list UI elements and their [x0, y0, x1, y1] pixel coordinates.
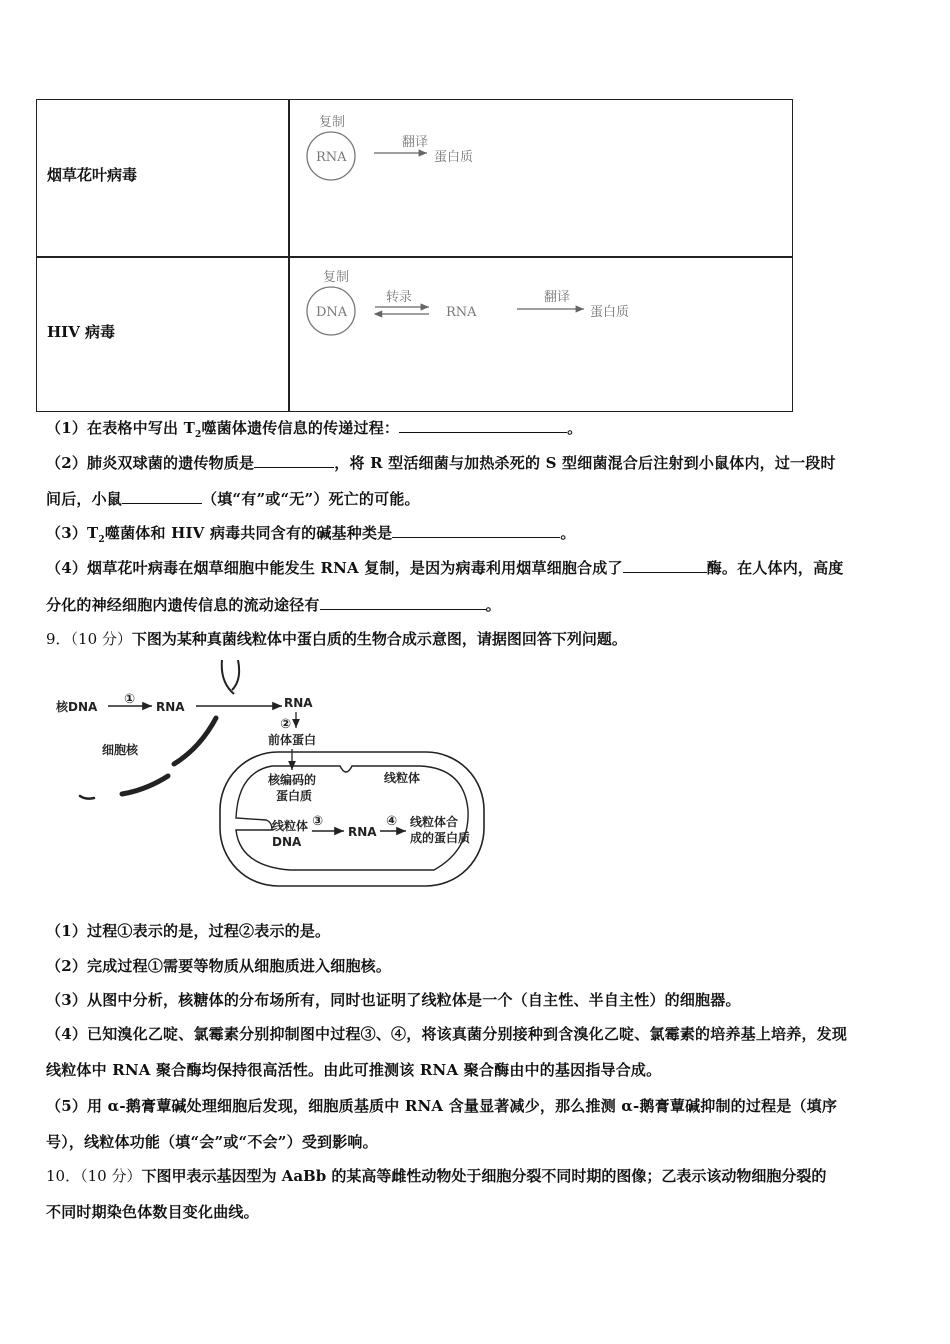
table-row-label-hiv: HIV 病毒: [47, 323, 116, 341]
step-3-marker: ③: [312, 814, 324, 829]
answer-blank[interactable]: [320, 595, 486, 610]
mito-protein-label-1: 线粒体合: [410, 815, 459, 829]
nuclear-dna-label: 核DNA: [56, 700, 98, 714]
nucleus-label: 细胞核: [102, 743, 139, 757]
nuclear-envelope-segment: [232, 660, 239, 690]
q8-item-1: （1）在表格中写出 $T_2$噬菌体遗传信息的传递过程： 。: [46, 419, 583, 440]
nuclear-encoded-protein-label-1: 核编码的: [268, 773, 317, 787]
tmv-replicate-label: 复制: [319, 115, 346, 130]
q9-item-3: （3）从图中分析，核糖体的分布场所有，同时也证明了线粒体是一个（自主性、半自主性）的细胞器。: [46, 991, 741, 1009]
q8-item-4-line-2: 分化的神经细胞内遗传信息的流动途径有 。: [46, 596, 501, 614]
tmv-protein-label: 蛋白质: [434, 150, 474, 165]
q9-heading: 9．（10 分）下图为某种真菌线粒体中蛋白质的生物合成示意图，请据图回答下列问题。: [46, 630, 627, 648]
q10-heading-line-2: 不同时期染色体数目变化曲线。: [46, 1203, 259, 1221]
answer-blank[interactable]: [623, 558, 707, 573]
q9-item-5-line-2: 号），线粒体功能（填“会”或“不会”）受到影响。: [46, 1133, 378, 1151]
hiv-flow-diagram: [289, 257, 789, 412]
q9-item-2: （2）完成过程①需要等物质从细胞质进入细胞核。: [46, 957, 392, 975]
q8-item-2-line-2: 间后，小鼠 （填“有”或“无”）死亡的可能。: [46, 490, 420, 508]
rna-label-2: RNA: [284, 696, 313, 710]
hiv-replicate-label: 复制: [323, 270, 350, 285]
q9-item-5-line-1: （5）用 α-鹅膏蕈碱处理细胞后发现，细胞质基质中 RNA 含量显著减少，那么推测 α-鹅膏蕈碱抑制的过程是（填序: [46, 1097, 838, 1115]
step-4-marker: ④: [386, 814, 398, 829]
tmv-flow-diagram: [289, 100, 789, 255]
answer-blank[interactable]: [122, 489, 202, 504]
q8-item-4-line-1: （4）烟草花叶病毒在烟草细胞中能发生 RNA 复制，是因为病毒利用烟草细胞合成了 酶。在人体内，高度: [46, 559, 844, 577]
answer-blank[interactable]: [392, 523, 560, 538]
q8-item-3: $(3)T_2$噬菌体和 HIV 病毒共同含有的碱基种类是 。: [46, 524, 576, 545]
tmv-translate-label: 翻译: [402, 135, 429, 150]
tmv-rna-node: RNA: [316, 150, 347, 165]
hiv-transcribe-label: 转录: [386, 290, 413, 305]
q9-item-1: （1）过程①表示的是，过程②表示的是。: [46, 922, 331, 940]
hiv-rna-node: RNA: [446, 305, 477, 320]
q9-mitochondria-diagram: [50, 660, 490, 896]
nuclear-envelope-segment: [122, 776, 168, 794]
answer-blank[interactable]: [399, 418, 567, 433]
step-2-marker: ②: [280, 717, 292, 732]
mito-dna-label-2: DNA: [272, 835, 302, 849]
step-1-marker: ①: [124, 692, 136, 707]
answer-blank[interactable]: [254, 453, 334, 468]
precursor-protein-label: 前体蛋白: [268, 733, 317, 747]
hiv-protein-label: 蛋白质: [590, 305, 630, 320]
mitochondrion-label: 线粒体: [384, 771, 421, 785]
rna-label-3: RNA: [348, 825, 377, 839]
rna-label-1: RNA: [156, 700, 185, 714]
nuclear-encoded-protein-label-2: 蛋白质: [276, 789, 313, 803]
hiv-translate-label: 翻译: [544, 290, 571, 305]
q9-item-4-line-2: 线粒体中 RNA 聚合酶均保持很高活性。由此可推测该 RNA 聚合酶由中的基因指导合成。: [46, 1061, 662, 1079]
nuclear-envelope-segment: [174, 718, 216, 764]
hiv-dna-node: DNA: [316, 305, 348, 320]
q10-heading: 10．（10 分）下图甲表示基因型为 AaBb 的某高等雌性动物处于细胞分裂不同时期的图像；乙表示该动物细胞分裂的: [46, 1167, 827, 1185]
q8-item-2-line-1: （2）肺炎双球菌的遗传物质是 ，将 R 型活细菌与加热杀死的 S 型细菌混合后注射到小鼠体内，过一段时: [46, 454, 836, 472]
mito-dna-label-1: 线粒体: [272, 819, 309, 833]
mito-protein-label-2: 成的蛋白质: [410, 831, 471, 845]
virus-table: [36, 99, 793, 412]
nuclear-envelope-segment: [80, 796, 94, 799]
q9-item-4-line-1: （4）已知溴化乙啶、氯霉素分别抑制图中过程③、④，将该真菌分别接种到含溴化乙啶、氯霉素的培养基上培养，发现: [46, 1025, 848, 1043]
table-row-label-tmv: 烟草花叶病毒: [47, 166, 138, 184]
